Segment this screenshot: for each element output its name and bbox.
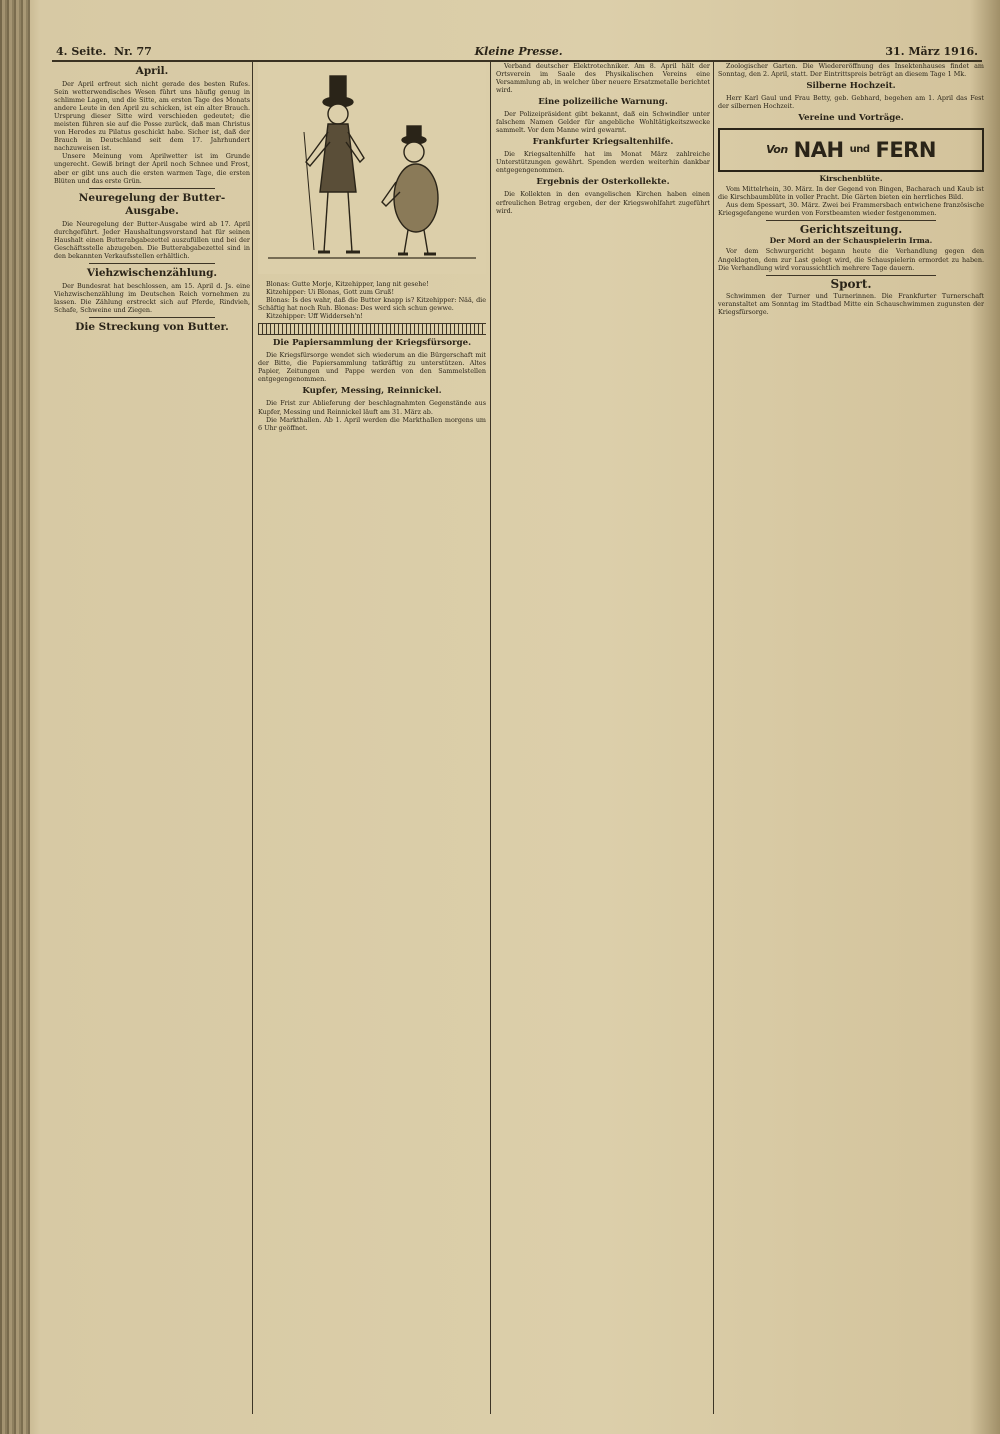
headline-streckung: Die Streckung von Butter. xyxy=(75,321,229,334)
headline-papiersammlung: Die Papiersammlung der Kriegsfürsorge. xyxy=(272,338,472,349)
article-text: Vor dem Schwurgericht begann heute die Verhandlung gegen den Angeklagten, dem zur Last gelegt wird, die Schauspielerin ermordet zu haben. Die Verhandlung wird voraussichtlich mehrere Tage dauern. xyxy=(718,247,984,272)
column-rule xyxy=(252,62,253,1414)
article-text: Die Frist zur Ablieferung der beschlagnahmten Gegenstände aus Kupfer, Messing und Reinnickel läuft am 31. März ab. xyxy=(258,399,486,416)
issue-number: Nr. 77 xyxy=(114,45,152,58)
article-text: Die Markthallen. Ab 1. April werden die Markthallen morgens um 6 Uhr geöffnet. xyxy=(258,415,486,432)
headline-vereine: Vereine und Vorträge. xyxy=(798,113,904,124)
subhead-kirschenbluete: Kirschenblüte. xyxy=(819,174,883,184)
headline-april: April. xyxy=(135,65,169,77)
article-text: Die Kriegsaltenhilfe hat im Monat März zahlreiche Unterstützungen gewährt. Spenden werden weiterhin dankbar entgegengenommen. xyxy=(496,150,710,175)
cartoon-dialog-end: Kitzehipper: Uff Widderseh'n! xyxy=(266,312,363,321)
subhead-mord: Der Mord an der Schauspielerin Irma. xyxy=(769,236,933,246)
headline-viehzaehlung: Viehzwischenzählung. xyxy=(86,266,218,279)
cartoon-dialog: Blonas: Is des wahr, daß die Butter knapp is? Kitzehipper: Nää, die Schäftig hat noch Ruh. Blonas: Des werd sich schun gewwe. xyxy=(258,296,486,313)
headline-butter: Neuregelung der Butter-Ausgabe. xyxy=(78,191,226,217)
headline-sport: Sport. xyxy=(830,276,872,291)
divider xyxy=(766,275,936,276)
column-rule xyxy=(490,62,491,1414)
article-text: Der Polizeipräsident gibt bekannt, daß ein Schwindler unter falschem Namen Gelder für angebliche Wohltätigkeitszwecke sammelt. Vor dem Manne wird gewarnt. xyxy=(496,110,710,135)
column-1 xyxy=(54,62,250,1422)
article-text: Unsere Meinung vom Aprilwetter ist im Grunde ungerecht. Gewiß bringt der April noch Schnee und Frost, aber er gibt uns auch die ersten warmen Tage, die ersten Blüten und das erste Grün. xyxy=(54,152,250,185)
ornament-divider xyxy=(258,323,486,335)
article-text: Der Bundesrat hat beschlossen, am 15. April d. Js. eine Viehzwischenzählung im Deutschen Reich vornehmen zu lassen. Die Zählung erstreckt sich auf Pferde, Rindvieh, Schafe, Schweine und Ziegen. xyxy=(54,281,250,314)
article-text: Verband deutscher Elektrotechniker. Am 8. April hält der Ortsverein im Saale des Physikalischen Vereins eine Versammlung ab, in welcher über neuere Ersatzmetalle berichtet wird. xyxy=(496,62,710,95)
divider xyxy=(89,263,214,264)
cartoon-caption: Kitzehipper: Ui Blonas, Gott zum Gruß! xyxy=(266,288,395,297)
banner-und: und xyxy=(849,144,870,156)
article-text: Herr Karl Gaul und Frau Betty, geb. Gebhard, begehen am 1. April das Fest der silbernen Hochzeit. xyxy=(718,94,984,111)
book-binding xyxy=(0,0,30,1434)
column-3 xyxy=(496,62,710,1422)
article-text: Vom Mittelrhein, 30. März. In der Gegend von Bingen, Bacharach und Kaub ist die Kirschbaumblüte in voller Pracht. Die Gärten bieten ein herrliches Bild. xyxy=(718,185,984,202)
banner-von: Von xyxy=(766,143,788,157)
column-4 xyxy=(718,62,984,1422)
divider xyxy=(89,188,214,189)
headline-hochzeit: Silberne Hochzeit. xyxy=(806,81,896,92)
banner-nah: NAH xyxy=(793,138,844,163)
banner-fern: FERN xyxy=(875,138,936,163)
article-text: Zoologischer Garten. Die Wiedereröffnung des Insektenhauses findet am Sonntag, den 2. April, statt. Der Eintrittspreis beträgt an diesem Tage 1 Mk. xyxy=(718,62,984,79)
column-2 xyxy=(258,62,486,1422)
masthead xyxy=(52,38,982,62)
article-text: Die Neuregelung der Butter-Ausgabe wird ab 17. April durchgeführt. Jeder Haushaltungsvorstand hat für seinen Haushalt einen Butterabgabezettel auszufüllen und bei der Geschäftsstelle abzugeben. Die Butterabgabezettel sind in den bekannten Verkaufsstellen erhältlich. xyxy=(54,219,250,260)
issue-date: 31. März 1916. xyxy=(885,45,978,58)
column-rule xyxy=(713,62,714,1414)
page-label: 4. Seite. xyxy=(56,45,107,58)
headline-kriegsaltenhilfe: Frankfurter Kriegsaltenhilfe. xyxy=(532,137,674,148)
headline-kupfer: Kupfer, Messing, Reinnickel. xyxy=(302,386,442,397)
headline-warnung: Eine polizeiliche Warnung. xyxy=(538,97,668,108)
paper-title: Kleine Presse. xyxy=(474,45,563,58)
article-text: Der April erfreut sich nicht gerade des besten Rufes. Sein wetterwendisches Wesen führt uns häufig genug in schlimme Lagen, und die Sitte, am ersten Tage des Monats andere Leute in den April zu schicken, ist ein alter Brauch. Ursprung dieser Sitte wird verschieden gedeutet; die meisten führen sie auf die Posse zurück, daß man Christus von Herodes zu Pilatus geschickt habe. Sicher ist, daß der Brauch in Deutschland seit dem 17. Jahrhundert nachzuweisen ist. xyxy=(54,80,250,153)
article-text: Die Kriegsfürsorge wendet sich wiederum an die Bürgerschaft mit der Bitte, die Papiersammlung tatkräftig zu unterstützen. Altes Papier, Zeitungen und Pappe werden von den Sammelstellen entgegengenommen. xyxy=(258,351,486,384)
divider xyxy=(766,220,936,221)
cartoon-caption: Blonas: Gutte Morje, Kitzehipper, lang nit gesehe! xyxy=(266,280,429,289)
article-text: Schwimmen der Turner und Turnerinnen. Die Frankfurter Turnerschaft veranstaltet am Sonntag im Stadtbad Mitte ein Schauschwimmen zugunsten der Kriegsfürsorge. xyxy=(718,291,984,316)
article-text: Aus dem Spessart, 30. März. Zwei bei Frammersbach entwichene französische Kriegsgefangene wurden von Forstbeamten wieder festgenommen. xyxy=(718,201,984,218)
headline-osterkollekte: Ergebnis der Osterkollekte. xyxy=(536,177,670,188)
von-nah-und-fern-banner xyxy=(718,128,984,172)
cartoon-illustration xyxy=(258,62,486,274)
headline-gerichtszeitung: Gerichtszeitung. xyxy=(799,223,903,237)
article-text: Die Kollekten in den evangelischen Kirchen haben einen erfreulichen Betrag ergeben, der der Kriegswohlfahrt zugeführt wird. xyxy=(496,190,710,215)
divider xyxy=(89,317,214,318)
